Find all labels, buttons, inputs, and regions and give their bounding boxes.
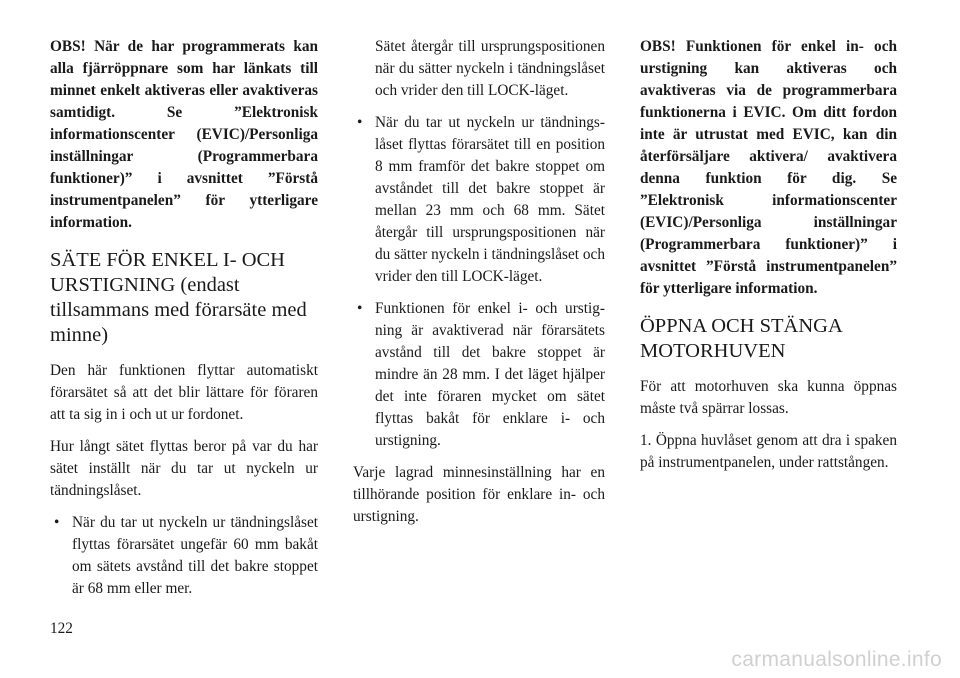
page-number: 122 xyxy=(50,620,73,637)
paragraph-memory-setting: Varje lagrad minnesinställning har en tillhörande position för enklare in- och urstigning. xyxy=(353,464,605,525)
watermark: carmanualsonline.info xyxy=(731,648,942,671)
paragraph-step-1: 1. Öppna huvlåset genom att dra i spaken på instrumentpanelen, under rattstången. xyxy=(640,432,897,471)
note-evic-activation: OBS! Funktionen för enkel in- och urstigning kan aktiveras och avaktiveras via de programmerbara funktionerna i EVIC. Om ditt fordon inte är utrustat med EVIC, kan din återförsäljare aktivera/ avaktivera denna funktion för dig. Se ”Elektronisk informationscenter (EVIC)/Personliga inställningar (Programmerbara funktioner)” i avsnittet ”Förstå instrumentpanelen” för ytterligare information. xyxy=(640,38,897,297)
paragraph-function-description: Den här funktionen flyttar automatiskt förarsätet så att det blir lättare för föraren att ta sig in i och ut ur fordonet. xyxy=(50,362,318,423)
bullet-list-part1 xyxy=(50,512,318,600)
column-left xyxy=(50,36,318,610)
column-right xyxy=(640,36,897,484)
list-item: • Funktionen för enkel i- och urstigning är avaktiverad när förarsätets avstånd till det bakre stoppet är mindre än 28 mm. I det läget hjälper det inte föraren mycket om sätet flyttas bakåt för enklare i- och urstigning. xyxy=(353,298,605,452)
paragraph-hood-latches: För att motorhuven ska kunna öppnas måste två spärrar lossas. xyxy=(640,378,897,417)
heading-open-close-hood: ÖPPNA OCH STÄNGA MOTORHUVEN xyxy=(640,315,842,362)
note-remote-programming: OBS! När de har programmerats kan alla fjärröppnare som har länkats till minnet enkelt aktiveras eller avaktiveras samtidigt. Se ”Elektronisk informationscenter (EVIC)/Personliga inställningar (Programmerbara funktioner)” i avsnittet ”Förstå instrumentpanelen” för ytterligare information. xyxy=(50,38,318,231)
heading-easy-entry-seat: SÄTE FÖR ENKEL I- OCH URSTIGNING (endast tillsammans med förarsäte med minne) xyxy=(50,249,307,346)
bullet-list-part2 xyxy=(353,112,605,452)
paragraph-seat-distance: Hur långt sätet flyttas beror på var du har sätet inställt när du tar ut nyckeln ur tändningslåset. xyxy=(50,438,318,499)
bullet-continuation: Sätet återgår till ursprungspositionen när du sätter nyckeln i tändningslåset och vrider den till LOCK-läget. xyxy=(375,38,605,99)
list-item: • När du tar ut nyckeln ur tändningslåset flyttas förarsätet till en position 8 mm framför det bakre stoppet om avståndet till det bakre stoppet är mellan 23 mm och 68 mm. Sätet återgår till ursprungspositionen när du sätter nyckeln i tändningslåset och vrider den till LOCK-läget. xyxy=(353,112,605,288)
column-middle xyxy=(353,36,605,538)
list-item: • När du tar ut nyckeln ur tändningslåset flyttas förarsätet ungefär 60 mm bakåt om sätets avstånd till det bakre stoppet är 68 mm eller mer. xyxy=(50,512,318,600)
